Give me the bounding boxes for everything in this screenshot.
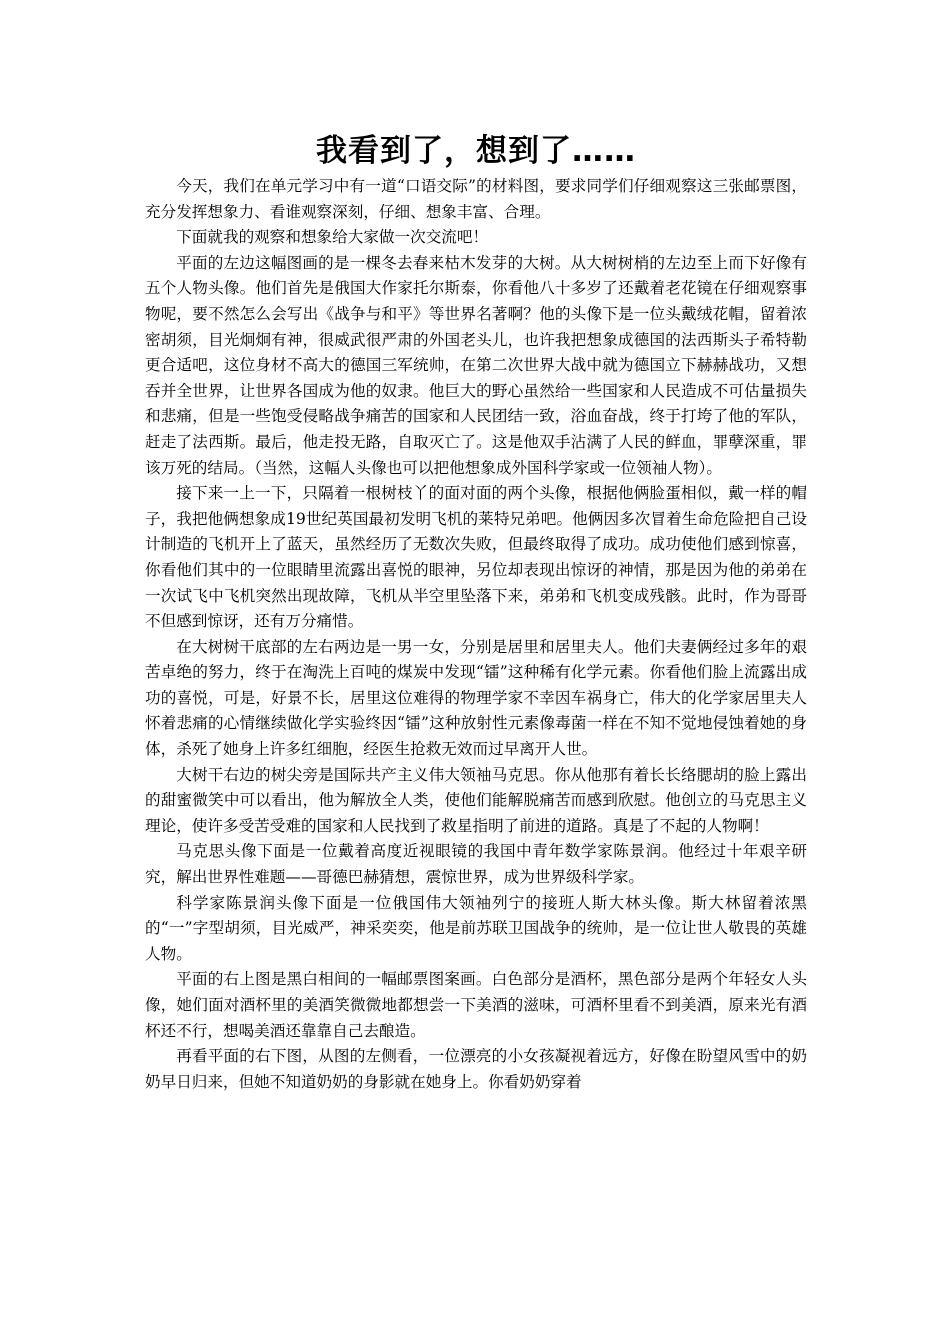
paragraph: 再看平面的右下图，从图的左侧看，一位漂亮的小女孩凝视着远方，好像在盼望风雪中的奶奶早日归来，但她不知道奶奶的身影就在她身上。你看奶奶穿着 bbox=[145, 1047, 807, 1091]
paragraph: 下面就我的观察和想象给大家做一次交流吧！ bbox=[176, 228, 489, 247]
document-page bbox=[145, 128, 807, 1095]
paragraph: 科学家陈景润头像下面是一位俄国伟大领袖列宁的接班人斯大林头像。斯大林留着浓黑的“一”字型胡须，目光威严，神采奕奕，他是前苏联卫国战争的统帅，是一位让世人敬畏的英雄人物。 bbox=[145, 893, 807, 963]
paragraph: 平面的左边这幅图画的是一棵冬去春来枯木发芽的大树。从大树树梢的左边至上而下好像有五个人物头像。他们首先是俄国大作家托尔斯泰，你看他八十多岁了还戴着老花镜在仔细观察事物呢，要不然怎么会写出《战争与和平》等世界名著啊？他的头像下是一位头戴绒花帽，留着浓密胡须，目光炯炯有神，很威武很严肃的外国老头儿，也许我把想象成德国的法西斯头子希特勒更合适吧，这位身材不高大的德国三军统帅，在第二次世界大战中就为德国立下赫赫战功，又想吞并全世界，让世界各国成为他的奴隶。他巨大的野心虽然给一些国家和人民造成不可估量损失和悲痛，但是一些饱受侵略战争痛苦的国家和人民团结一致，浴血奋战，终于打垮了他的军队，赶走了法西斯。最后，他走投无路，自取灭亡了。这是他双手沾满了人民的鲜血，罪孽深重，罪该万死的结局。（当然，这幅人头像也可以把他想象成外国科学家或一位领袖人物）。 bbox=[145, 253, 807, 477]
paragraph: 大树干右边的树尖旁是国际共产主义伟大领袖马克思。你从他那有着长长络腮胡的脸上露出的甜蜜微笑中可以看出，他为解放全人类，使他们能解脱痛苦而感到欣慰。他创立的马克思主义理论，使许多受苦受难的国家和人民找到了救星指明了前进的道路。真是了不起的人物啊！ bbox=[145, 765, 807, 835]
paragraph: 接下来一上一下，只隔着一根树枝丫的面对面的两个头像，根据他俩脸蛋相似，戴一样的帽子，我把他俩想象成19世纪英国最初发明飞机的莱特兄弟吧。他俩因多次冒着生命危险把自己设计制造的飞机开上了蓝天，虽然经历了无数次失败，但最终取得了成功。成功使他们感到惊喜，你看他们其中的一位眼睛里流露出喜悦的眼神，另位却表现出惊讶的神情，那是因为他的弟弟在一次试飞中飞机突然出现故障，飞机从半空里坠落下来，弟弟和飞机变成残骸。此时，作为哥哥不但感到惊讶，还有万分痛惜。 bbox=[145, 484, 807, 631]
paragraph: 马克思头像下面是一位戴着高度近视眼镜的我国中青年数学家陈景润。他经过十年艰辛研究，解出世界性难题——哥德巴赫猜想，震惊世界，成为世界级科学家。 bbox=[145, 842, 807, 887]
document-title: 我看到了，想到了…… bbox=[316, 133, 636, 169]
paragraph: 今天，我们在单元学习中有一道“口语交际”的材料图，要求同学们仔细观察这三张邮票图，充分发挥想象力、看谁观察深刻，仔细、想象丰富、合理。 bbox=[145, 177, 807, 221]
paragraph: 平面的右上图是黑白相间的一幅邮票图案画。白色部分是酒杯，黑色部分是两个年轻女人头像，她们面对酒杯里的美酒笑微微地都想尝一下美酒的滋味，可酒杯里看不到美酒，原来光有酒杯还不行，想喝美酒还靠靠自己去酿造。 bbox=[145, 970, 807, 1040]
paragraph: 在大树树干底部的左右两边是一男一女，分别是居里和居里夫人。他们夫妻俩经过多年的艰苦卓绝的努力，终于在淘洗上百吨的煤炭中发现“镭”这种稀有化学元素。你看他们脸上流露出成功的喜悦，可是，好景不长，居里这位难得的物理学家不幸因车祸身亡，伟大的化学家居里夫人怀着悲痛的心情继续做化学实验终因“镭”这种放射性元素像毒菌一样在不知不觉地侵蚀着她的身体，杀死了她身上许多红细胞，经医生抢救无效而过早离开人世。 bbox=[145, 637, 807, 759]
